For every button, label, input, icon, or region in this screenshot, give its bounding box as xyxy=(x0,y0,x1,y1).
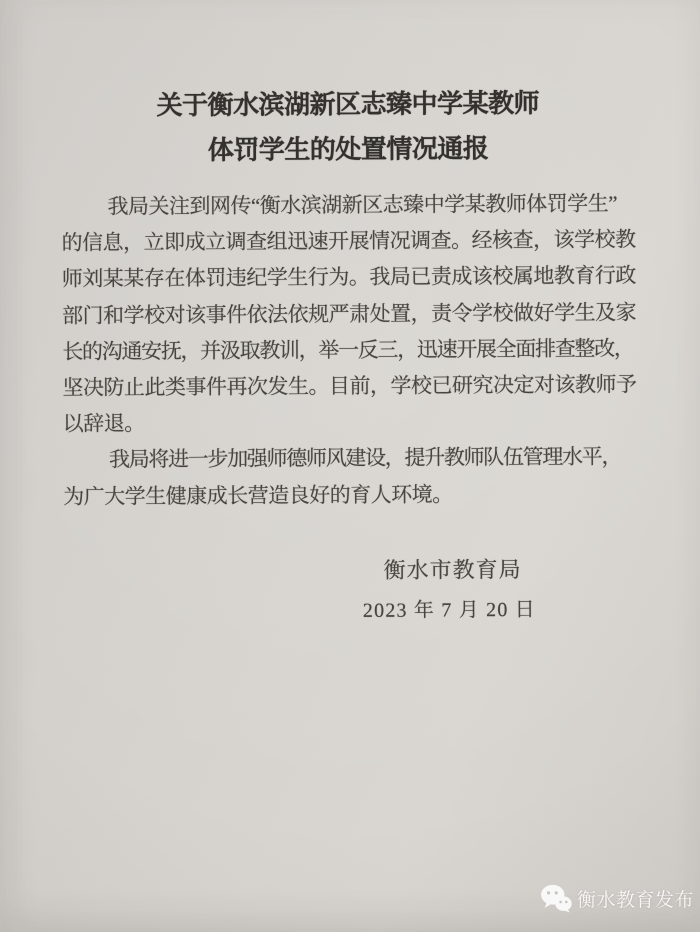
title-line-2: 体罚学生的处置情况通报 xyxy=(207,134,489,165)
watermark-text: 衡水教育发布 xyxy=(576,890,694,911)
body-line: 坚决防止此类事件再次发生。目前，学校已研究决定对该教师予 xyxy=(62,372,637,400)
body-line: 我局关注到网传“衡水滨湖新区志臻中学某教师体罚学生” xyxy=(107,191,618,219)
body-line: 的信息，立即成立调查组迅速开展情况调查。经核查，该学校教 xyxy=(61,227,636,255)
body-line: 我局将进一步加强师德师风建设，提升教师队伍管理水平， xyxy=(108,444,622,472)
body-line: 以辞退。 xyxy=(62,411,145,436)
document-title xyxy=(0,80,698,174)
body-line: 为广大学生健康成长营造良好的育人环境。 xyxy=(63,481,453,509)
body-line: 师刘某某存在体罚违纪学生行为。我局已责成该校属地教育行政 xyxy=(61,263,636,292)
body-line: 部门和学校对该事件依法依规严肃处置，责令学校做好学生及家 xyxy=(62,299,637,328)
title-line-1: 关于衡水滨湖新区志臻中学某教师 xyxy=(156,88,540,121)
issue-date: 2023 年 7 月 20 日 xyxy=(362,598,536,622)
issuer-signature: 衡水市教育局 xyxy=(383,556,522,583)
wechat-icon xyxy=(540,884,572,913)
watermark xyxy=(540,884,694,913)
document-body xyxy=(61,185,643,514)
body-line: 长的沟通安抚，并汲取教训，举一反三，迅速开展全面排查整改， xyxy=(62,336,634,364)
